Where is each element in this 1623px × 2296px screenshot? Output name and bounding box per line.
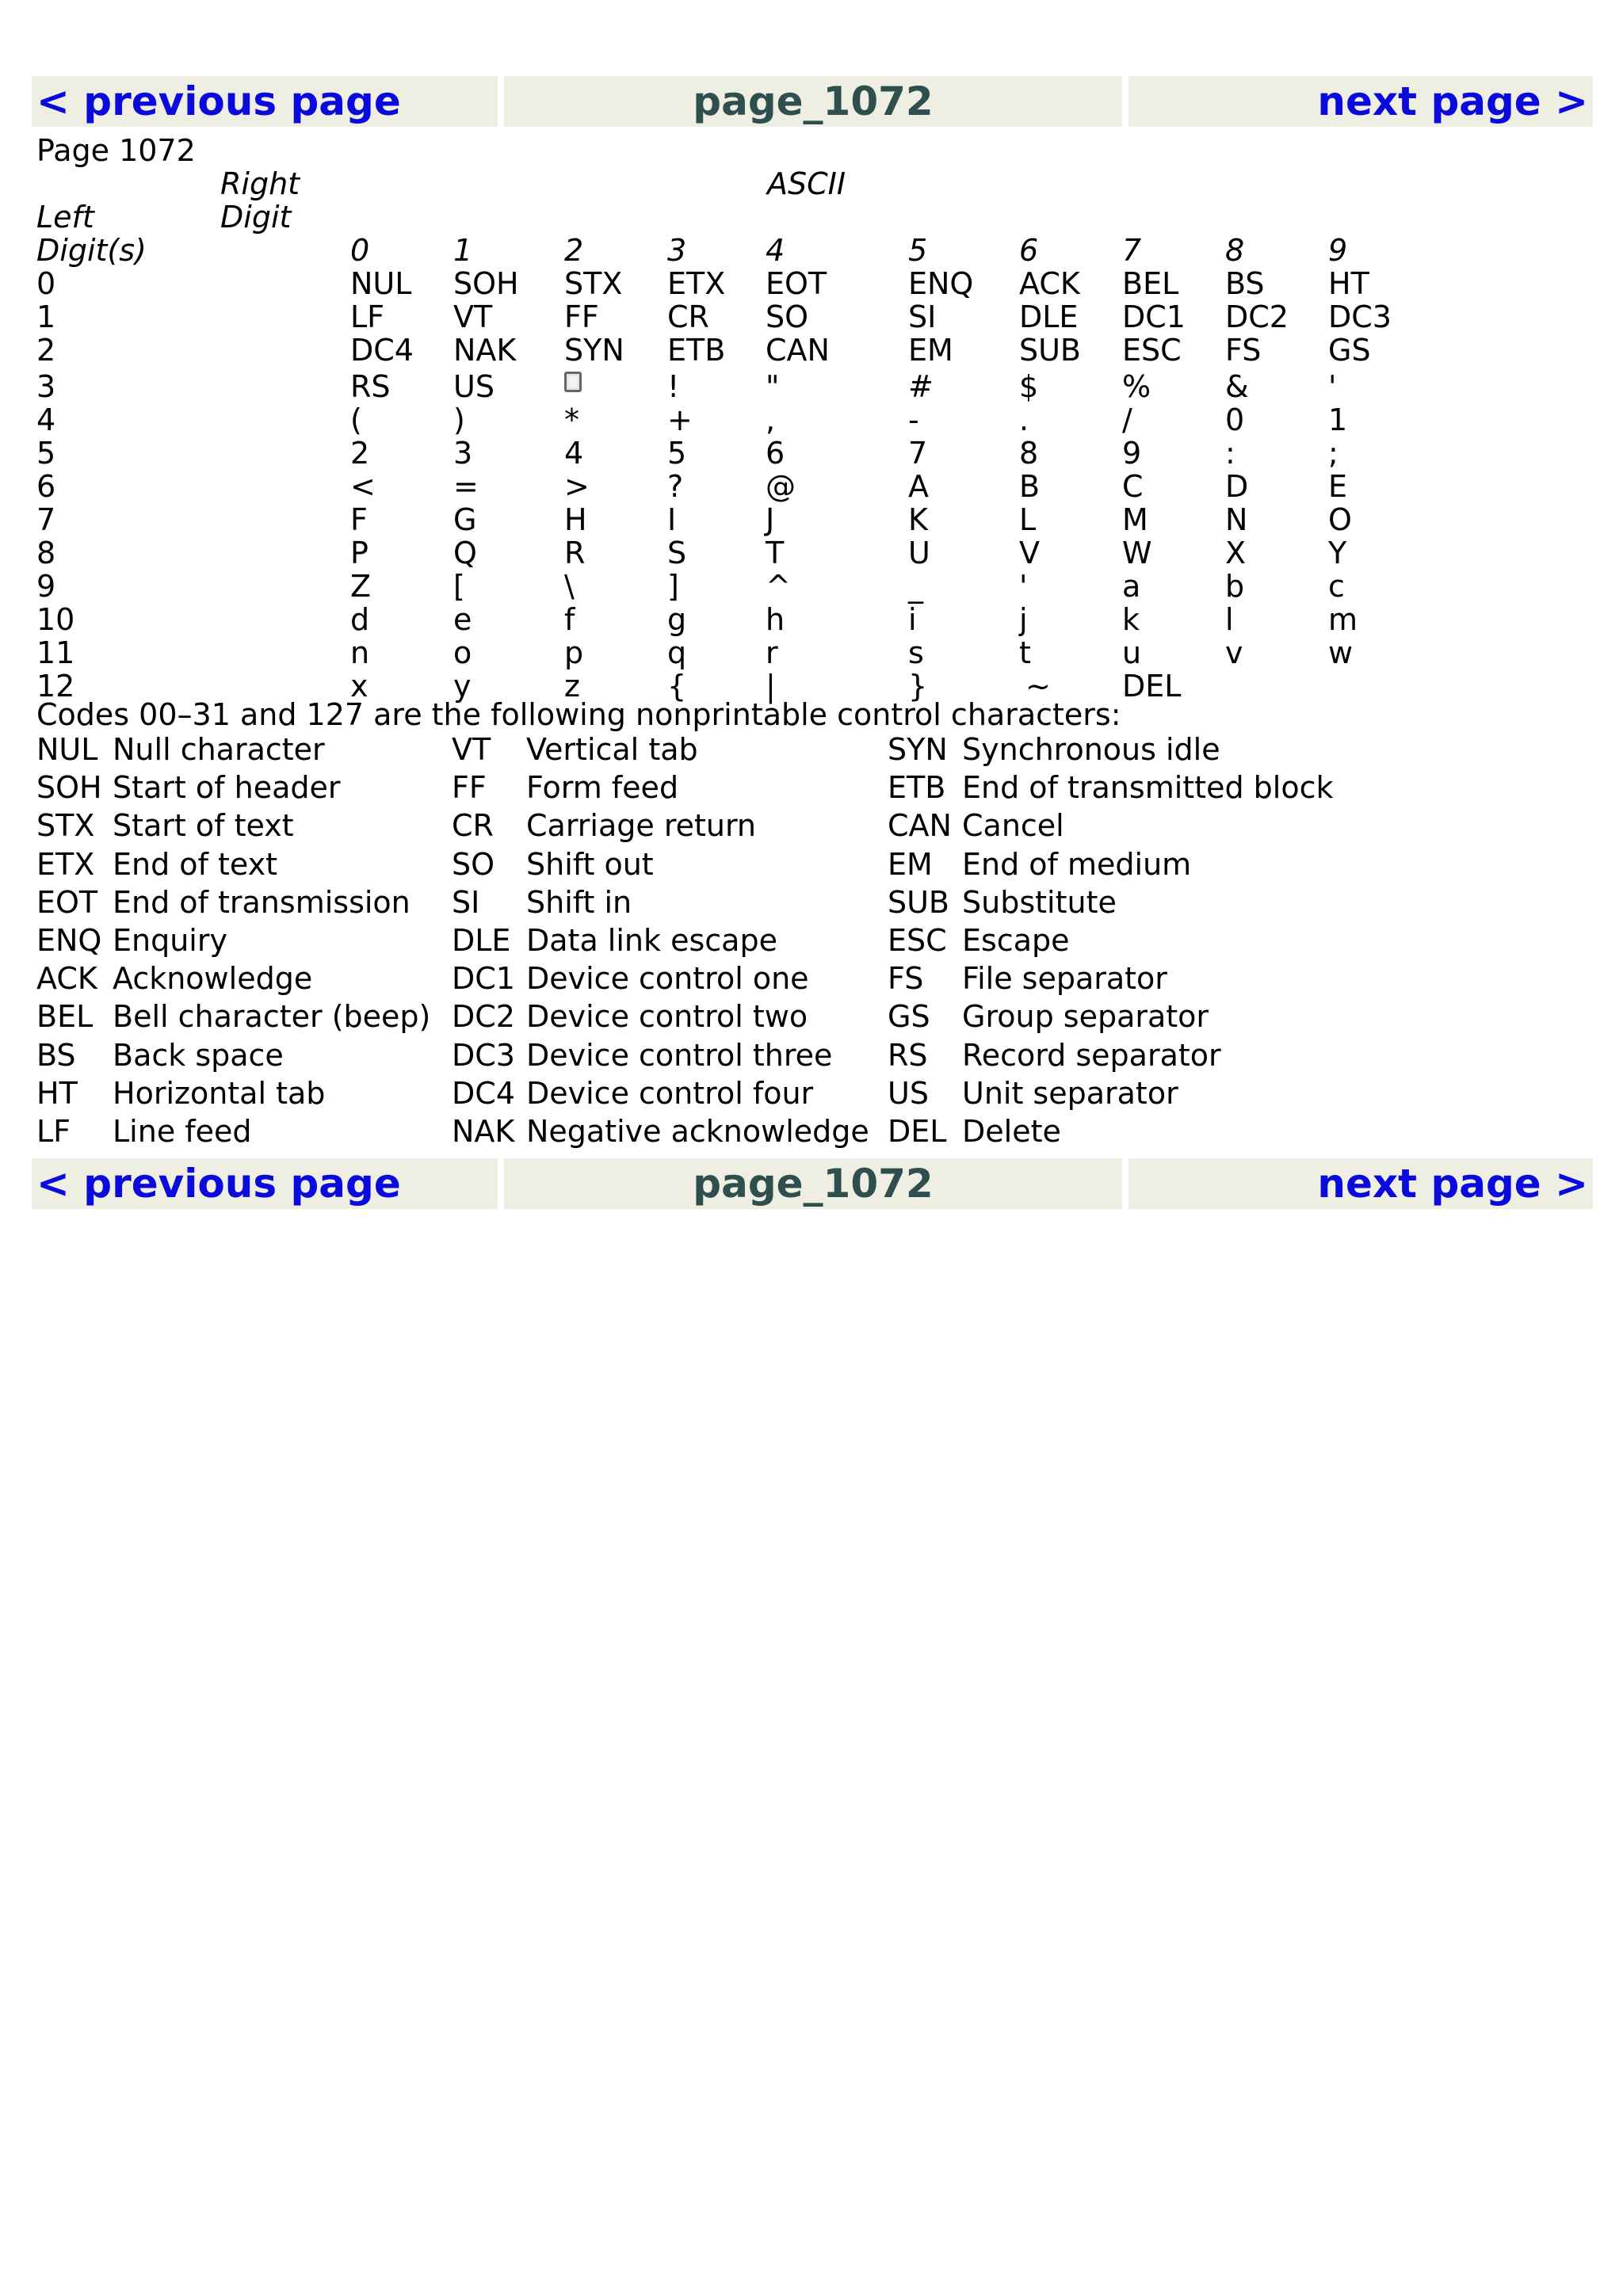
control-code: NUL xyxy=(36,732,98,767)
column-header: 2 xyxy=(564,233,584,268)
ascii-cell: , xyxy=(766,402,776,437)
ascii-cell: R xyxy=(564,536,586,570)
control-description: File separator xyxy=(962,961,1167,996)
ascii-cell: d xyxy=(350,602,370,637)
control-description: Acknowledge xyxy=(113,961,313,996)
ascii-cell: / xyxy=(1122,402,1132,437)
control-description: Device control one xyxy=(526,961,809,996)
ascii-cell: S xyxy=(667,536,687,570)
bottom-nav-bar xyxy=(32,1158,1593,1209)
control-description: Start of text xyxy=(113,808,294,843)
ascii-cell: DC4 xyxy=(350,333,414,368)
control-description: End of transmission xyxy=(113,885,411,920)
ascii-cell: DEL xyxy=(1122,669,1182,704)
ascii-cell: EM xyxy=(908,333,953,368)
ascii-cell: < xyxy=(350,469,376,504)
ascii-cell: % xyxy=(1122,369,1151,404)
control-description: Shift in xyxy=(526,885,632,920)
ascii-cell: 3 xyxy=(453,436,473,471)
ascii-label: ASCII xyxy=(767,166,846,201)
control-code: ETB xyxy=(888,770,946,805)
ascii-cell: 5 xyxy=(667,436,687,471)
row-left-digit: 5 xyxy=(36,436,56,471)
control-description: Data link escape xyxy=(526,923,777,958)
ascii-cell: NAK xyxy=(453,333,517,368)
row-left-digit: 2 xyxy=(36,333,56,368)
ascii-cell: h xyxy=(766,602,785,637)
row-left-digit: 11 xyxy=(36,635,75,670)
control-code: VT xyxy=(452,732,491,767)
row-left-digit: 6 xyxy=(36,469,56,504)
ascii-cell: O xyxy=(1328,502,1352,537)
ascii-cell: b xyxy=(1225,569,1245,604)
control-code: GS xyxy=(888,999,930,1034)
ascii-cell: Q xyxy=(453,536,477,570)
ascii-cell: DC1 xyxy=(1122,299,1186,334)
control-code: BEL xyxy=(36,999,94,1034)
column-header: 8 xyxy=(1225,233,1245,268)
ascii-cell: SUB xyxy=(1019,333,1082,368)
control-description: Delete xyxy=(962,1114,1061,1149)
ascii-cell: SYN xyxy=(564,333,624,368)
control-code: SUB xyxy=(888,885,950,920)
ascii-cell: ^ xyxy=(766,569,791,604)
ascii-cell: . xyxy=(1019,402,1029,437)
control-code: EM xyxy=(888,847,933,882)
digit-label: Digit xyxy=(220,200,292,235)
control-description: Unit separator xyxy=(962,1076,1178,1111)
control-code: SYN xyxy=(888,732,948,767)
ascii-cell: * xyxy=(564,402,579,437)
ascii-cell: E xyxy=(1328,469,1348,504)
control-code: CR xyxy=(452,808,494,843)
ascii-cell: W xyxy=(1122,536,1152,570)
column-header: 6 xyxy=(1019,233,1039,268)
control-code: DLE xyxy=(452,923,511,958)
ascii-cell: ESC xyxy=(1122,333,1182,368)
ascii-cell: M xyxy=(1122,502,1148,537)
ascii-cell: ! xyxy=(667,369,680,404)
ascii-cell: I xyxy=(667,502,677,537)
control-code: ESC xyxy=(888,923,947,958)
ascii-cell: 1 xyxy=(1328,402,1348,437)
control-description: Device control three xyxy=(526,1038,833,1073)
column-header: 9 xyxy=(1328,233,1348,268)
ascii-cell: D xyxy=(1225,469,1249,504)
ascii-cell: A xyxy=(908,469,929,504)
ascii-cell: 7 xyxy=(908,436,928,471)
ascii-cell: RS xyxy=(350,369,391,404)
control-description: Substitute xyxy=(962,885,1117,920)
row-left-digit: 12 xyxy=(36,669,75,704)
page-title-bottom: page_1072 xyxy=(504,1158,1122,1209)
ascii-cell: i xyxy=(908,602,917,637)
control-code: EOT xyxy=(36,885,98,920)
ascii-cell: L xyxy=(1019,502,1037,537)
codes-note: Codes 00–31 and 127 are the following nonprintable control characters: xyxy=(36,697,1121,732)
row-left-digit: 3 xyxy=(36,369,56,404)
control-code: SOH xyxy=(36,770,102,805)
control-description: Synchronous idle xyxy=(962,732,1220,767)
ascii-cell: 2 xyxy=(350,436,370,471)
ascii-cell: f xyxy=(564,602,575,637)
ascii-cell: ETB xyxy=(667,333,726,368)
control-code: ETX xyxy=(36,847,95,882)
ascii-cell: FF xyxy=(564,299,599,334)
ascii-cell: p xyxy=(564,635,584,670)
ascii-cell: P xyxy=(350,536,369,570)
ascii-cell: # xyxy=(908,369,934,404)
ascii-cell: C xyxy=(1122,469,1144,504)
previous-page-link-bottom[interactable]: < previous page xyxy=(32,1158,498,1209)
ascii-cell: EOT xyxy=(766,266,827,301)
ascii-cell: BS xyxy=(1225,266,1265,301)
ascii-cell: o xyxy=(453,635,472,670)
ascii-cell: 4 xyxy=(564,436,584,471)
control-description: Back space xyxy=(113,1038,284,1073)
control-description: Form feed xyxy=(526,770,679,805)
ascii-cell: : xyxy=(1225,436,1235,471)
ascii-cell: 8 xyxy=(1019,436,1039,471)
ascii-cell: > xyxy=(564,469,590,504)
ascii-cell: } xyxy=(908,669,928,704)
row-left-digit: 1 xyxy=(36,299,56,334)
ascii-cell: r xyxy=(766,635,778,670)
ascii-cell: n xyxy=(350,635,370,670)
left-digits-label: Digit(s) xyxy=(36,233,147,268)
ascii-cell: H xyxy=(564,502,587,537)
control-description: Enquiry xyxy=(113,923,227,958)
column-header: 3 xyxy=(667,233,687,268)
control-code: ACK xyxy=(36,961,97,996)
ascii-cell: ; xyxy=(1328,436,1338,471)
space-glyph-icon xyxy=(564,364,582,399)
ascii-cell: LF xyxy=(350,299,385,334)
ascii-cell: x xyxy=(350,669,369,704)
control-code: HT xyxy=(36,1076,78,1111)
control-code: BS xyxy=(36,1038,76,1073)
ascii-cell: | xyxy=(766,669,776,704)
control-code: DC3 xyxy=(452,1038,515,1073)
ascii-cell: N xyxy=(1225,502,1248,537)
ascii-cell: k xyxy=(1122,602,1140,637)
control-code: RS xyxy=(888,1038,928,1073)
ascii-cell: Y xyxy=(1328,536,1347,570)
ascii-cell: ' xyxy=(1019,569,1028,604)
control-description: Horizontal tab xyxy=(113,1076,326,1111)
control-code: DC1 xyxy=(452,961,515,996)
ascii-cell: @ xyxy=(766,469,796,504)
ascii-cell: [ xyxy=(453,569,465,604)
ascii-cell: g xyxy=(667,602,687,637)
page-label: Page 1072 xyxy=(36,133,196,168)
ascii-cell: \ xyxy=(564,569,575,604)
ascii-cell: 0 xyxy=(1225,402,1245,437)
ascii-cell: DLE xyxy=(1019,299,1079,334)
ascii-cell: - xyxy=(908,402,919,437)
ascii-cell: m xyxy=(1328,602,1358,637)
control-description: Device control four xyxy=(526,1076,814,1111)
column-header: 1 xyxy=(453,233,473,268)
control-description: Group separator xyxy=(962,999,1209,1034)
ascii-cell: ACK xyxy=(1019,266,1080,301)
ascii-cell: & xyxy=(1225,369,1249,404)
row-left-digit: 10 xyxy=(36,602,75,637)
column-header: 5 xyxy=(908,233,928,268)
row-left-digit: 0 xyxy=(36,266,56,301)
control-description: Start of header xyxy=(113,770,341,805)
column-header: 7 xyxy=(1122,233,1142,268)
ascii-cell: q xyxy=(667,635,687,670)
ascii-cell: GS xyxy=(1328,333,1371,368)
control-description: Carriage return xyxy=(526,808,757,843)
ascii-cell: a xyxy=(1122,569,1141,604)
control-code: FS xyxy=(888,961,924,996)
control-description: End of text xyxy=(113,847,277,882)
ascii-cell: = xyxy=(453,469,479,504)
ascii-cell: CAN xyxy=(766,333,830,368)
ascii-cell: STX xyxy=(564,266,623,301)
next-page-link-bottom[interactable]: next page > xyxy=(1128,1158,1593,1209)
ascii-cell: US xyxy=(453,369,495,404)
ascii-cell: + xyxy=(667,402,693,437)
control-description: End of medium xyxy=(962,847,1192,882)
control-code: FF xyxy=(452,770,487,805)
control-code: CAN xyxy=(888,808,952,843)
ascii-cell: ] xyxy=(667,569,679,604)
ascii-cell: CR xyxy=(667,299,709,334)
top-nav-bar xyxy=(32,76,1593,127)
ascii-cell: T xyxy=(766,536,785,570)
ascii-cell: DC3 xyxy=(1328,299,1392,334)
ascii-cell: s xyxy=(908,635,924,670)
control-code: STX xyxy=(36,808,95,843)
ascii-cell: z xyxy=(564,669,580,704)
ascii-cell: _ xyxy=(908,569,923,604)
row-left-digit: 9 xyxy=(36,569,56,604)
ascii-cell: J xyxy=(766,502,775,537)
ascii-cell: ' xyxy=(1328,369,1337,404)
control-description: Shift out xyxy=(526,847,654,882)
ascii-cell: F xyxy=(350,502,368,537)
control-code: NAK xyxy=(452,1114,515,1149)
control-description: Device control two xyxy=(526,999,808,1034)
ascii-cell: FS xyxy=(1225,333,1262,368)
row-left-digit: 8 xyxy=(36,536,56,570)
ascii-cell: " xyxy=(766,369,780,404)
ascii-cell: j xyxy=(1019,602,1028,637)
ascii-cell: y xyxy=(453,669,472,704)
control-description: Line feed xyxy=(113,1114,252,1149)
ascii-cell: NUL xyxy=(350,266,412,301)
ascii-cell: DC2 xyxy=(1225,299,1289,334)
left-label: Left xyxy=(36,200,94,235)
ascii-cell: SOH xyxy=(453,266,519,301)
row-left-digit: 4 xyxy=(36,402,56,437)
control-description: Escape xyxy=(962,923,1070,958)
ascii-cell: K xyxy=(908,502,928,537)
ascii-cell: ETX xyxy=(667,266,726,301)
ascii-cell: $ xyxy=(1019,369,1039,404)
ascii-cell: 6 xyxy=(766,436,785,471)
ascii-cell: G xyxy=(453,502,477,537)
ascii-cell: V xyxy=(1019,536,1040,570)
ascii-cell: ~ xyxy=(1025,669,1051,704)
ascii-cell: ( xyxy=(350,402,362,437)
ascii-cell: VT xyxy=(453,299,493,334)
ascii-cell: HT xyxy=(1328,266,1369,301)
ascii-cell: c xyxy=(1328,569,1345,604)
previous-page-link[interactable]: < previous page xyxy=(32,76,498,127)
page-title: page_1072 xyxy=(504,76,1122,127)
control-code: DC4 xyxy=(452,1076,515,1111)
control-code: US xyxy=(888,1076,929,1111)
ascii-cell: X xyxy=(1225,536,1247,570)
row-left-digit: 7 xyxy=(36,502,56,537)
control-code: DC2 xyxy=(452,999,515,1034)
control-description: Record separator xyxy=(962,1038,1221,1073)
ascii-cell: l xyxy=(1225,602,1234,637)
control-code: LF xyxy=(36,1114,71,1149)
right-digit-label: Right xyxy=(220,166,300,201)
control-code: SO xyxy=(452,847,495,882)
ascii-cell: 9 xyxy=(1122,436,1142,471)
ascii-cell: B xyxy=(1019,469,1041,504)
ascii-cell: v xyxy=(1225,635,1243,670)
control-description: Bell character (beep) xyxy=(113,999,431,1034)
control-description: Null character xyxy=(113,732,325,767)
ascii-cell: w xyxy=(1328,635,1354,670)
ascii-cell: SI xyxy=(908,299,937,334)
control-code: SI xyxy=(452,885,480,920)
ascii-cell: ? xyxy=(667,469,684,504)
control-description: Negative acknowledge xyxy=(526,1114,869,1149)
control-description: End of transmitted block xyxy=(962,770,1334,805)
next-page-link[interactable]: next page > xyxy=(1128,76,1593,127)
control-description: Cancel xyxy=(962,808,1064,843)
ascii-cell: Z xyxy=(350,569,372,604)
control-description: Vertical tab xyxy=(526,732,698,767)
ascii-cell: BEL xyxy=(1122,266,1179,301)
ascii-cell: e xyxy=(453,602,472,637)
ascii-cell: U xyxy=(908,536,930,570)
ascii-cell: u xyxy=(1122,635,1142,670)
ascii-cell: t xyxy=(1019,635,1031,670)
column-header: 0 xyxy=(350,233,370,268)
ascii-cell: SO xyxy=(766,299,809,334)
ascii-cell: { xyxy=(667,669,687,704)
control-code: DEL xyxy=(888,1114,947,1149)
ascii-cell: ) xyxy=(453,402,465,437)
column-header: 4 xyxy=(766,233,785,268)
control-code: ENQ xyxy=(36,923,102,958)
ascii-cell: ENQ xyxy=(908,266,974,301)
